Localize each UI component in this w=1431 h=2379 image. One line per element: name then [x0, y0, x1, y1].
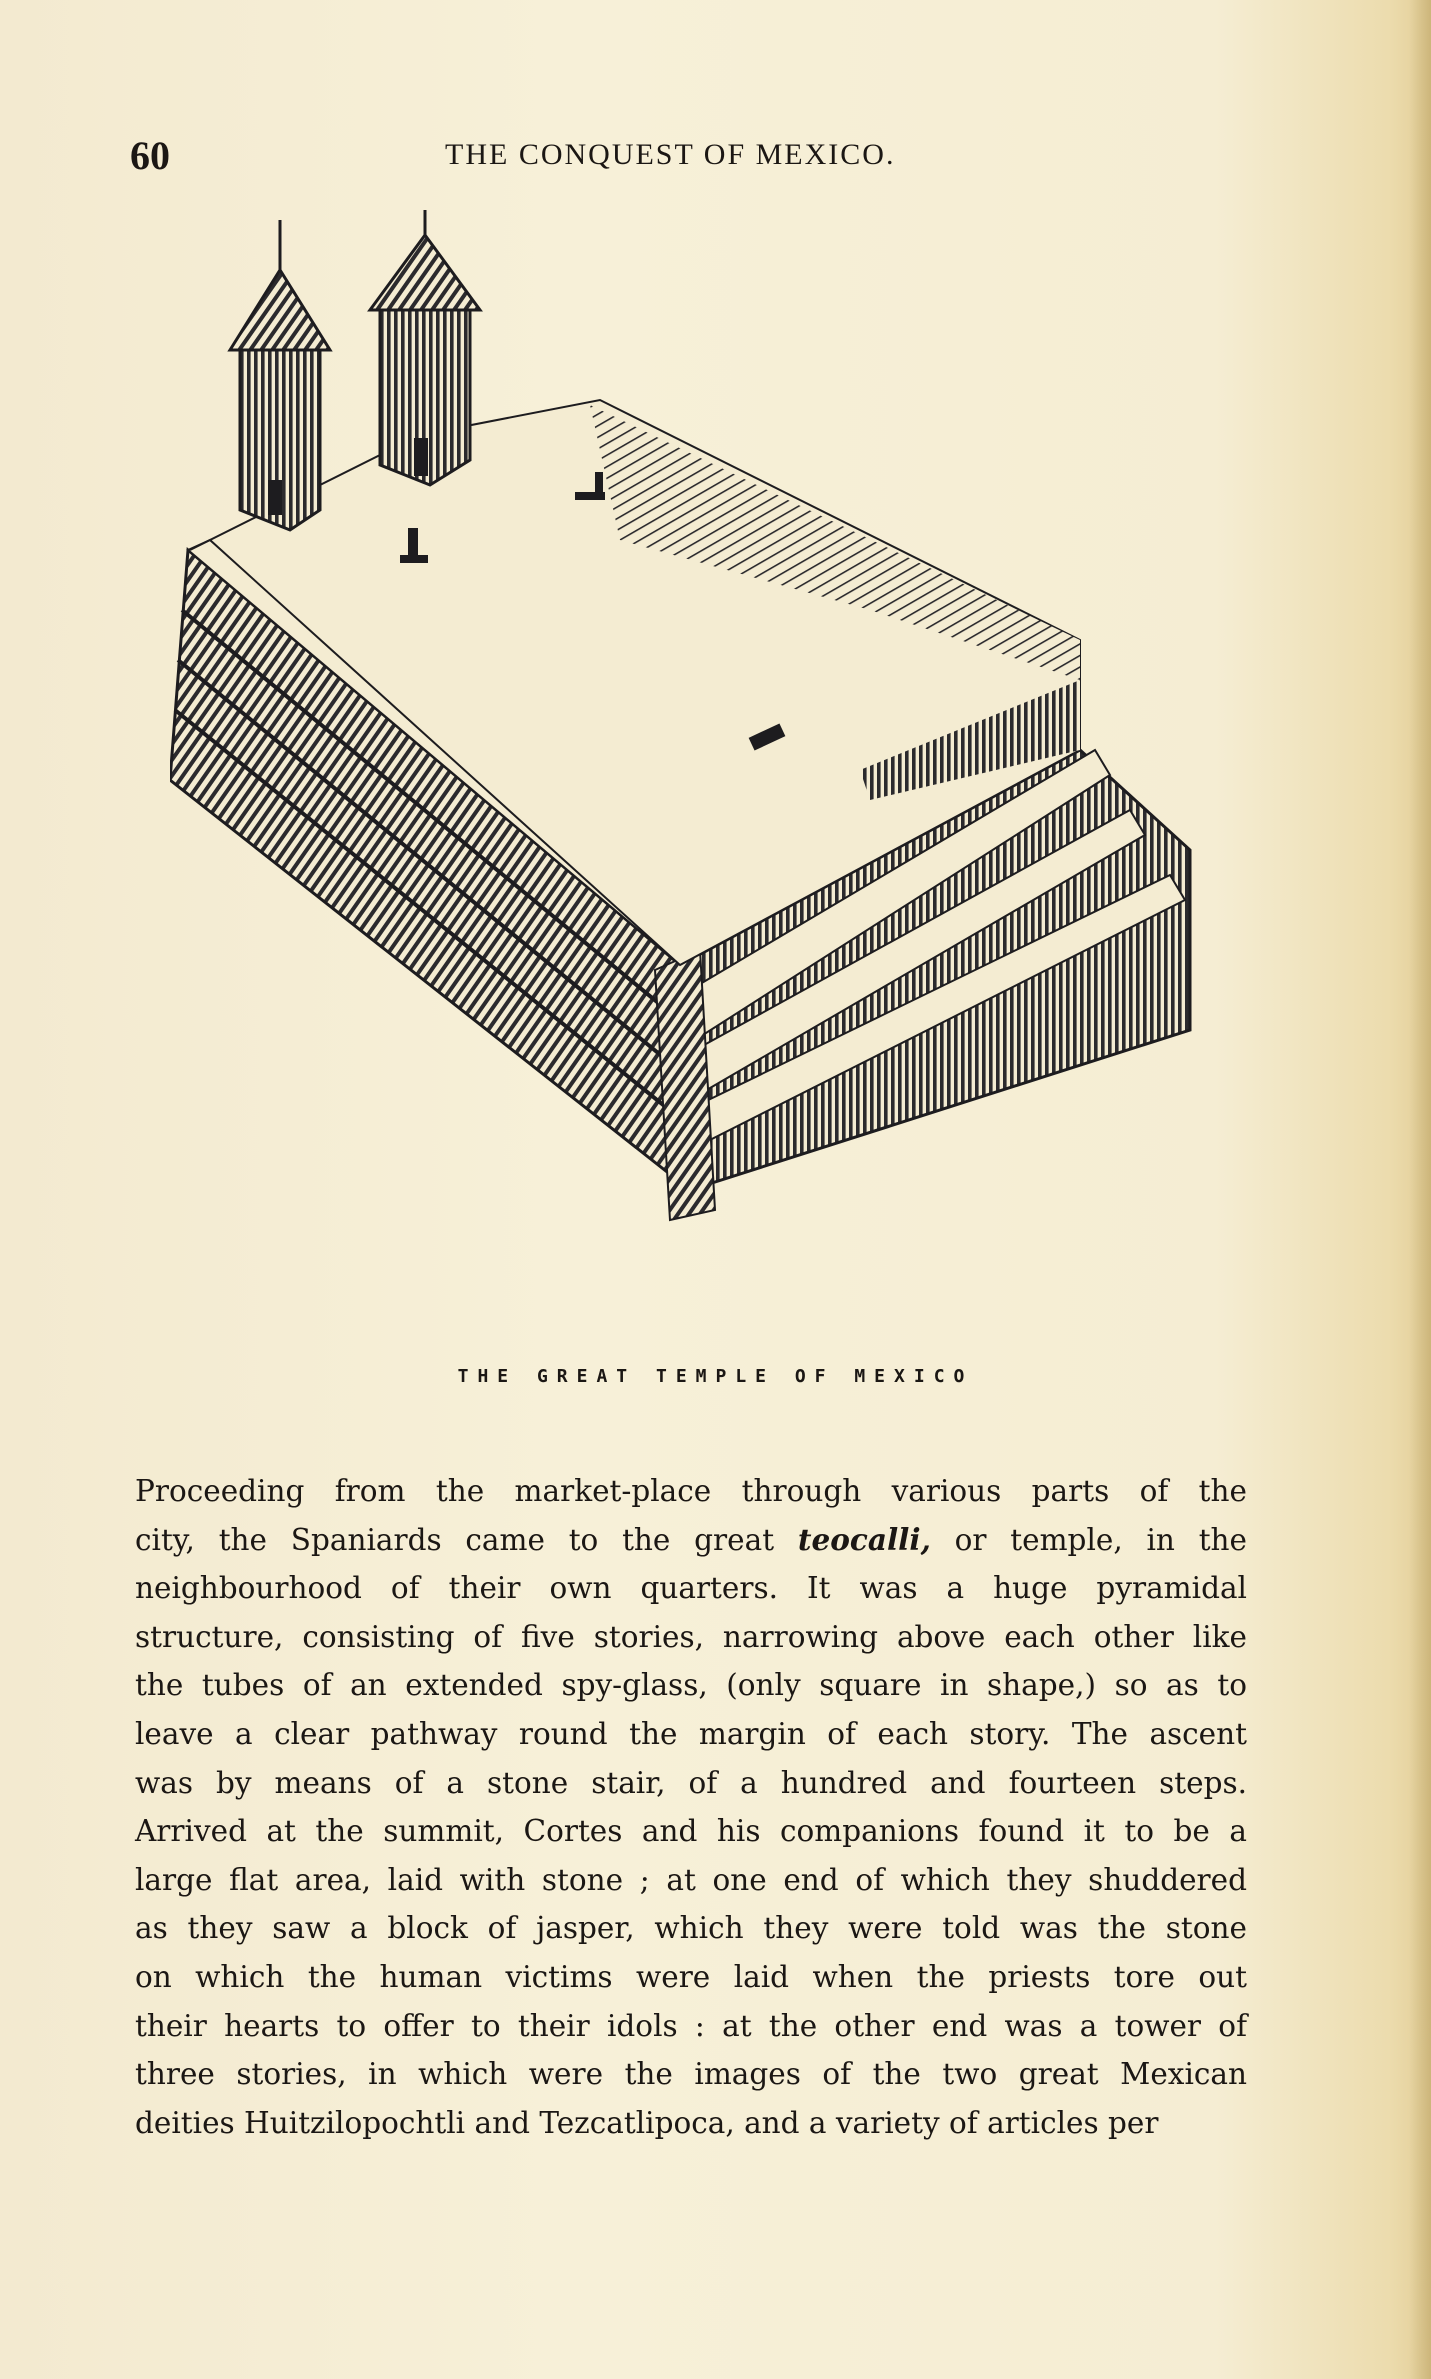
text-line-part: city, the Spaniards came to the great — [135, 1522, 798, 1557]
text-line: leave a clear pathway round the margin of each story. The ascent — [135, 1716, 1247, 1751]
running-head — [130, 132, 1240, 182]
text-line: Arrived at the summit, Cortes and his companions found it to be a — [135, 1814, 1247, 1849]
illustration-caption: THE GREAT TEMPLE OF MEXICO — [457, 1366, 974, 1387]
text-line: as they saw a block of jasper, which they were told was the stone — [135, 1911, 1247, 1946]
text-line: deities Huitzilopochtli and Tezcatlipoca, and a variety of articles per — [135, 2105, 1159, 2140]
text-line: Proceeding from the market-place through various parts of the — [135, 1474, 1247, 1508]
text-line: the tubes of an extended spy-glass, (only square in shape,) so as to — [135, 1668, 1247, 1703]
body-paragraph — [135, 1467, 1247, 2147]
text-line: structure, consisting of five stories, narrowing above each other like — [135, 1619, 1247, 1654]
running-title: THE CONQUEST OF MEXICO. — [445, 138, 896, 171]
text-line: was by means of a stone stair, of a hundred and fourteen steps. — [135, 1765, 1247, 1800]
text-line: three stories, in which were the images of the two great Mexican — [135, 2057, 1247, 2092]
italic-term: teocalli, — [797, 1521, 931, 1557]
text-line: on which the human victims were laid when the priests tore out — [135, 1959, 1247, 1994]
page-number: 60 — [130, 133, 170, 178]
text-line: neighbourhood of their own quarters. It was a huge pyramidal — [135, 1571, 1247, 1606]
text-line: large flat area, laid with stone ; at one end of which they shuddered — [135, 1862, 1247, 1897]
temple-engraving — [170, 210, 1210, 1350]
text-line — [135, 1516, 1247, 1565]
page-edge-shadow — [1409, 0, 1431, 2379]
text-line-part: or temple, in the — [930, 1522, 1248, 1557]
text-line: their hearts to offer to their idols : at the other end was a tower of — [135, 2008, 1247, 2043]
